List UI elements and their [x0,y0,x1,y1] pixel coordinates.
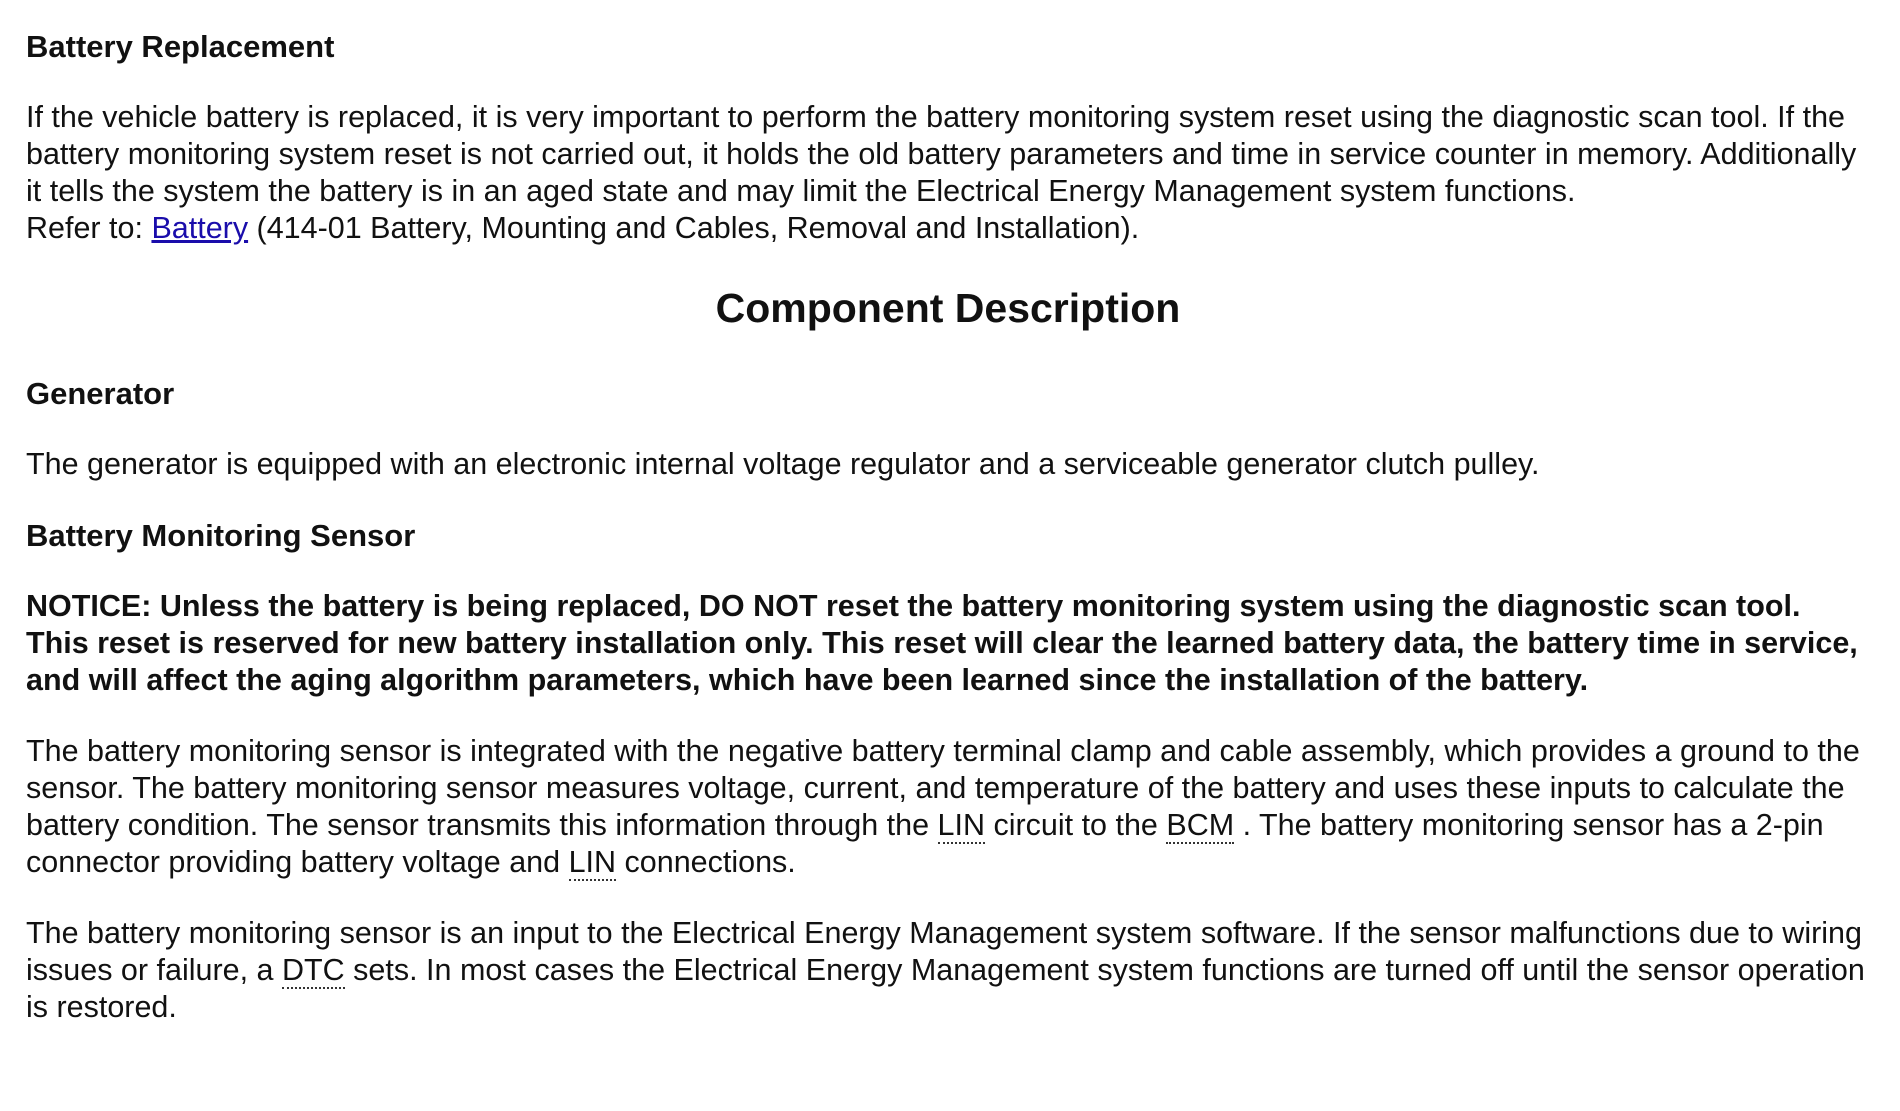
battery-replacement-paragraph: If the vehicle battery is replaced, it is very important to perform the battery monitoring system reset using the diagnostic scan tool. If the battery monitoring system reset is not carried out, it holds the old battery parameters and time in service counter in memory. Additionally it tells the system the battery is in an aged state and may limit the Electrical Energy Management system functions. [26,100,1857,208]
abbr-lin[interactable]: LIN [937,808,985,842]
battery-monitoring-sensor-heading: Battery Monitoring Sensor [26,518,416,553]
battery-link[interactable]: Battery [151,211,249,245]
generator-heading: Generator [26,376,175,411]
sensor-p1-part4: connections. [616,845,796,879]
sensor-paragraph-2 [26,915,1870,1026]
abbr-dtc[interactable]: DTC [281,953,345,987]
refer-to-line [26,210,1870,247]
battery-replacement-heading: Battery Replacement [26,29,335,64]
abbr-bcm[interactable]: BCM [1166,808,1235,842]
sensor-p2-part1: The battery monitoring sensor is an input to the Electrical Energy Management system software. If the sensor malfunctions due to wiring issues or failure, a [26,916,1862,987]
component-description-title: Component Description [715,285,1181,331]
section-battery-replacement [26,28,1870,247]
sensor-p1-part1: The battery monitoring sensor is integrated with the negative battery terminal clamp and cable assembly, which provides a ground to the sensor. The battery monitoring sensor measures voltage, current, and temperature of the battery and uses these inputs to calculate the battery condition. The sensor transmits this information through the [26,734,1860,842]
notice-text: NOTICE: Unless the battery is being replaced, DO NOT reset the battery monitoring system using the diagnostic scan tool. This reset is reserved for new battery installation only. This reset will clear the learned battery data, the battery time in service, and will affect the aging algorithm parameters, which have been learned since the installation of the battery. [26,589,1858,697]
abbr-lin-2[interactable]: LIN [568,845,617,879]
sensor-p1-part3: . The battery monitoring sensor has a 2-pin connector providing battery voltage and [26,808,1824,879]
refer-prefix: Refer to: [26,211,152,245]
refer-suffix: (414-01 Battery, Mounting and Cables, Removal and Installation). [248,211,1140,245]
generator-paragraph: The generator is equipped with an electronic internal voltage regulator and a serviceable generator clutch pulley. [26,447,1540,481]
sensor-paragraph-1 [26,733,1870,881]
section-battery-monitoring-sensor [26,517,1870,1026]
sensor-p2-part2: sets. In most cases the Electrical Energy Management system functions are turned off until the sensor operation is restored. [26,953,1865,1024]
section-generator [26,375,1870,483]
sensor-p1-part2: circuit to the [984,808,1167,842]
